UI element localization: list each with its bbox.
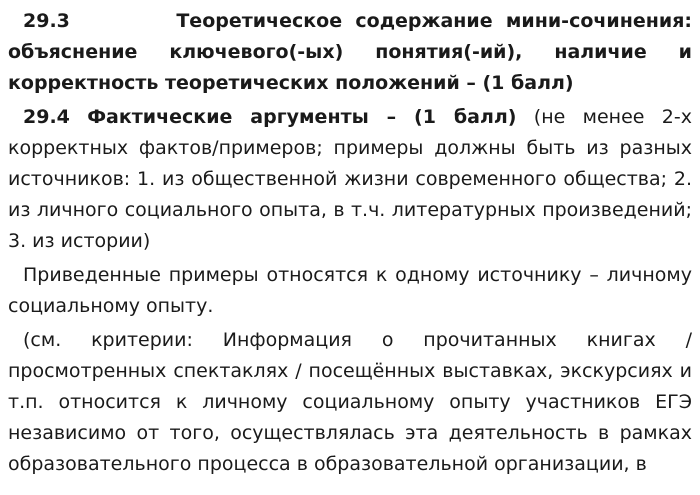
document-body (8, 6, 692, 483)
criteria-quote: (см. критерии: Информация о прочитанных книгах / просмотренных спектаклях / посещённых выставках, экскурсиях и т.п. относится к личному социальному опыту участников ЕГЭ независимо от того, осуществлялась эта деятельность в рамках образовательного процесса в образовательной организации, в (8, 329, 692, 475)
section-29-4 (8, 102, 692, 257)
section-29-4-note: (не менее 2-х корректных фактов/примеров; примеры должны быть из разных источников: 1. из общественной жизни современного общества; 2. из личного социального опыта, в т.ч. литературных произведений; 3. из истории) (8, 106, 692, 252)
section-29-4-number: 29.4 (23, 106, 70, 128)
section-29-3-number: 29.3 (23, 10, 70, 32)
section-29-4-heading: Фактические аргументы – (1 балл) (87, 106, 517, 128)
section-29-3 (8, 6, 692, 99)
examples-comment: Приведенные примеры относятся к одному источнику – личному социальному опыту. (8, 264, 692, 317)
section-29-3-text: Теоретическое содержание мини-сочинения: объяснение ключевого(-ых) понятия(-ий), наличие и корректность теоретических положений – (1 балл) (8, 10, 692, 94)
